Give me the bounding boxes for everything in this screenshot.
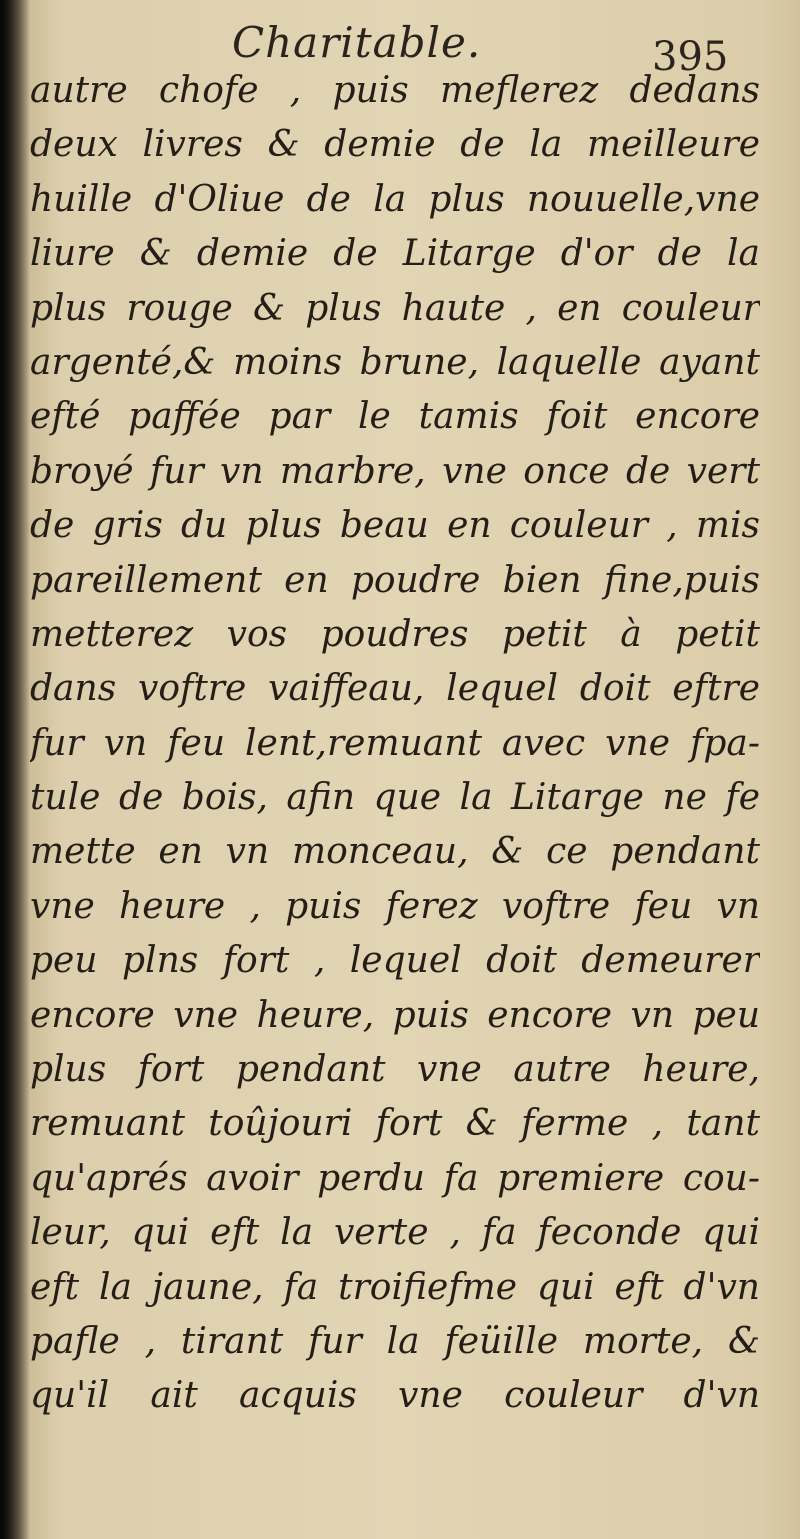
text-line: plus rouge & plus haute , en couleur [30, 287, 760, 329]
binding-shadow [0, 0, 30, 1539]
text-line: argenté,& moins brune, laquelle ayant [30, 341, 760, 383]
text-line: tule de bois, afin que la Litarge ne fe [30, 777, 760, 819]
text-line: fur vn feu lent,remuant avec vne fpa- [30, 722, 760, 764]
text-line: eft la jaune, fa troifiefme qui eft d'vn [30, 1266, 760, 1308]
text-line: leur, qui eft la verte , fa feconde qui [30, 1212, 760, 1254]
text-line: autre chofe , puis meflerez dedans [30, 70, 760, 111]
text-line: de gris du plus beau en couleur , mis [30, 505, 760, 547]
text-line: liure & demie de Litarge d'or de la [30, 233, 760, 275]
text-line: qu'aprés avoir perdu fa premiere cou- [30, 1157, 760, 1199]
text-line: efté paffée par le tamis foit encore [30, 396, 760, 438]
text-line: peu plns fort , lequel doit demeurer [30, 940, 760, 982]
text-line: qu'il ait acquis vne couleur d'vn [30, 1375, 760, 1417]
text-line: metterez vos poudres petit à petit [30, 613, 760, 655]
text-line: plus fort pendant vne autre heure, [30, 1049, 760, 1091]
page-number: 395 [652, 34, 729, 80]
text-line: vne heure , puis ferez voftre feu vn [30, 885, 760, 927]
text-line: huille d'Oliue de la plus nouuelle,vne [30, 178, 760, 220]
body-text [30, 64, 760, 1424]
text-line: pareillement en poudre bien fine,puis [30, 559, 760, 601]
text-line: encore vne heure, puis encore vn peu [30, 994, 760, 1036]
text-line: broyé fur vn marbre, vne once de vert [30, 450, 760, 492]
text-line: pafle , tirant fur la feüille morte, & [30, 1320, 760, 1362]
running-title: Charitable. [232, 18, 482, 67]
text-line: dans voftre vaiffeau, lequel doit eftre [30, 668, 760, 710]
text-line: mette en vn monceau, & ce pendant [30, 831, 760, 873]
text-line: remuant toûjouri fort & ferme , tant [30, 1103, 760, 1145]
text-line: deux livres & demie de la meilleure [30, 124, 760, 166]
